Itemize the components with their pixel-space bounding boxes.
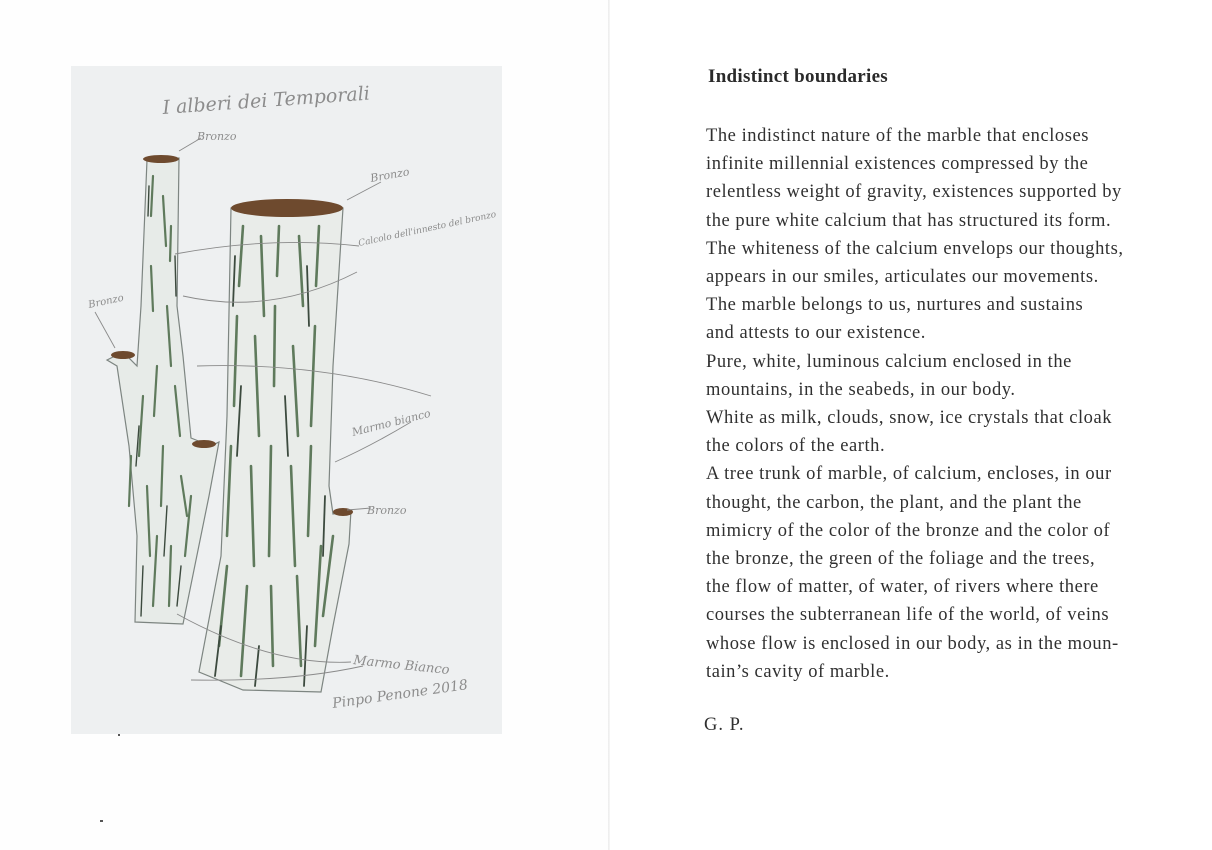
scan-speck [118,734,120,736]
inscription-marmo-bianco: Marmo Bianco [352,653,451,679]
essay-line: courses the subterranean life of the world, of veins [706,605,1110,626]
essay-line: White as milk, clouds, snow, ice crystals that cloak [706,408,1113,429]
inscription-bronzo: Bronzo [367,504,407,517]
tree-trunks-drawing [71,66,502,734]
inscription-bronzo: Bronzo [369,165,411,185]
essay-line: thought, the carbon, the plant, and the plant the [706,492,1082,513]
essay-line: the pure white calcium that has structured its form. [706,210,1112,231]
essay-title: Indistinct boundaries [708,66,888,87]
drawing-plate [71,66,502,734]
essay-line: mimicry of the color of the bronze and the color of [706,520,1111,541]
inscription-bronzo: Bronzo [87,292,125,311]
essay-body [706,122,1166,686]
essay-line: A tree trunk of marble, of calcium, encloses, in our [706,464,1112,485]
left-branch-bronze-cap [111,351,135,359]
essay-line: tain’s cavity of marble. [706,661,890,682]
essay-line: infinite millennial existences compressed by the [706,154,1089,175]
inscription-marmo-bianco: Marmo bianco [350,406,432,439]
essay-line: Pure, white, luminous calcium enclosed in the [706,351,1072,372]
left-trunk-bronze-cap [143,155,179,163]
essay-line: the bronze, the green of the foliage and the trees, [706,549,1096,570]
essay-line: relentless weight of gravity, existences supported by [706,182,1122,203]
drawing-title: I alberi dei Temporali [161,82,371,119]
left-trunk [107,158,219,624]
right-trunk-bronze-cap [231,199,343,217]
right-branch-bronze-cap [192,440,216,448]
essay-line: mountains, in the seabeds, in our body. [706,379,1016,400]
essay-line: and attests to our existence. [706,323,926,344]
right-trunk-branch-cap [333,508,353,516]
inscription-bronzo: Bronzo [197,130,237,143]
essay-line: whose flow is enclosed in our body, as in the moun- [706,633,1119,654]
essay-line: appears in our smiles, articulates our movements. [706,267,1099,288]
essay-line: The whiteness of the calcium envelops our thoughts, [706,238,1124,259]
essay-line: The marble belongs to us, nurtures and sustains [706,295,1084,316]
essay-line: The indistinct nature of the marble that encloses [706,126,1089,146]
inscription-calcolo: Calcolo dell'innesto del bronzo [357,209,498,249]
artist-signature: Pinpo Penone 2018 [331,677,469,712]
essay-line: the flow of matter, of water, of rivers where there [706,577,1099,598]
right-page [610,0,1212,850]
essay-line: the colors of the earth. [706,436,886,457]
scan-speck [100,820,103,822]
author-initials: G. P. [704,715,745,735]
